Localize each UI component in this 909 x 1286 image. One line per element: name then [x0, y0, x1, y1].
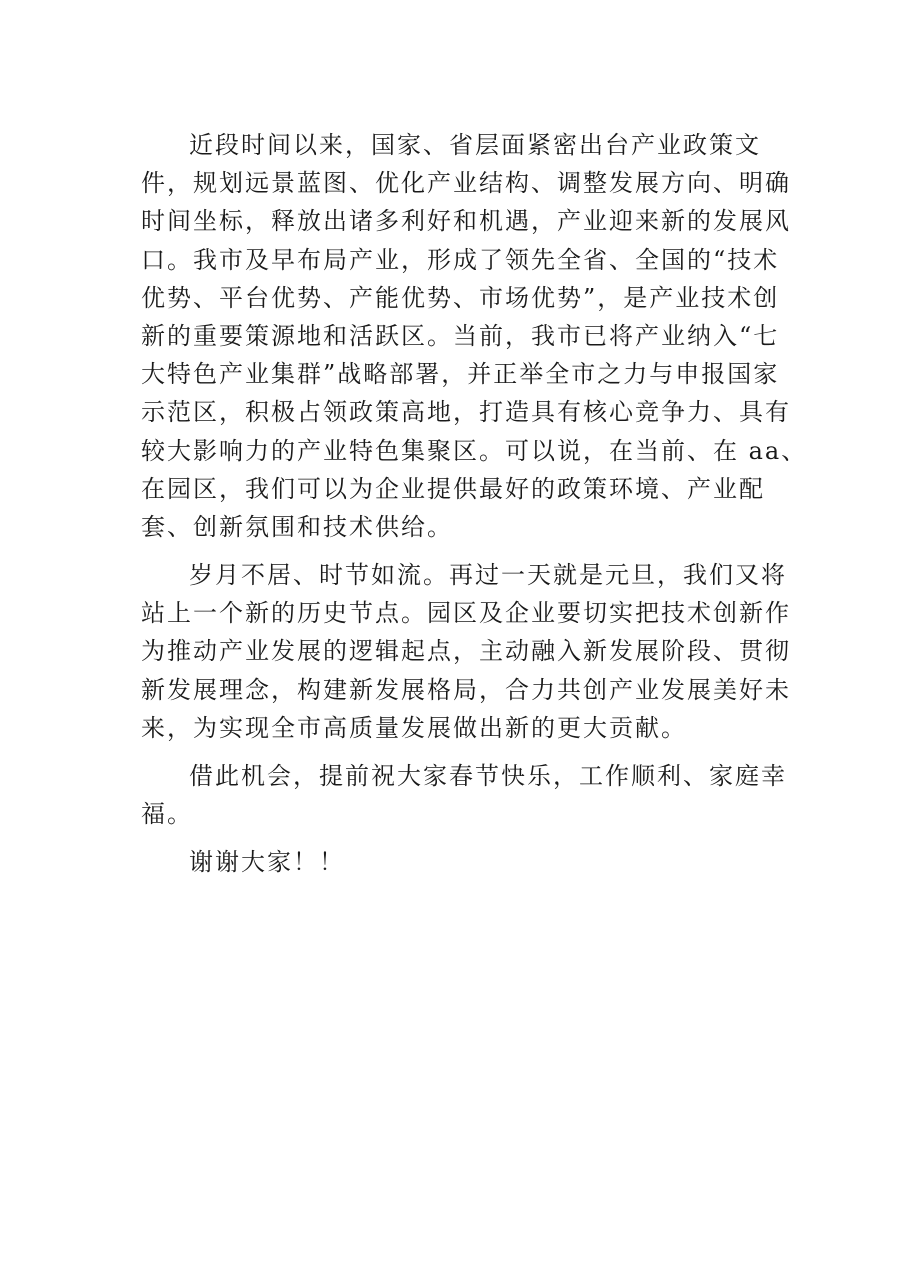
text-line: 近段时间以来，国家、省层面紧密出台产业政策文 [189, 131, 761, 159]
paragraph-thanks [141, 843, 753, 881]
text-line: 新发展理念，构建新发展格局，合力共创产业发展美好未 [141, 675, 791, 704]
text-line: 时间坐标，释放出诸多利好和机遇，产业迎来新的发展风 [141, 207, 791, 236]
paragraph-new-year [141, 556, 791, 747]
text-line: 套、创新氛围和技术供给。 [141, 512, 453, 541]
text-line: 件，规划远景蓝图、优化产业结构、调整发展方向、明确 [141, 169, 791, 198]
document-body [141, 126, 808, 892]
text-line: 福。 [141, 800, 193, 829]
text-line: 口。我市及早布局产业，形成了领先全省、全国的“技术 [141, 245, 780, 274]
text-line: 为推动产业发展的逻辑起点，主动融入新发展阶段、贯彻 [141, 637, 791, 666]
text-line: 谢谢大家！！ [189, 848, 345, 877]
paragraph-policy-overview [141, 126, 808, 546]
paragraph-greetings [141, 757, 787, 833]
text-line: 较大影响力的产业特色集聚区。可以说，在当前、在 aa、 [141, 436, 808, 465]
text-line: 大特色产业集群”战略部署，并正举全市之力与申报国家 [141, 360, 780, 389]
text-line: 示范区，积极占领政策高地，打造具有核心竞争力、具有 [141, 398, 791, 427]
text-line: 借此机会，提前祝大家春节快乐，工作顺利、家庭幸 [189, 762, 787, 790]
text-line: 新的重要策源地和活跃区。当前，我市已将产业纳入“七 [141, 321, 780, 350]
text-line: 站上一个新的历史节点。园区及企业要切实把技术创新作 [141, 599, 791, 628]
text-line: 岁月不居、时节如流。再过一天就是元旦，我们又将 [189, 561, 787, 590]
text-line: 在园区，我们可以为企业提供最好的政策环境、产业配 [141, 474, 765, 503]
text-line: 来，为实现全市高质量发展做出新的更大贡献。 [141, 713, 687, 742]
text-line: 优势、平台优势、产能优势、市场优势”，是产业技术创 [141, 283, 780, 312]
